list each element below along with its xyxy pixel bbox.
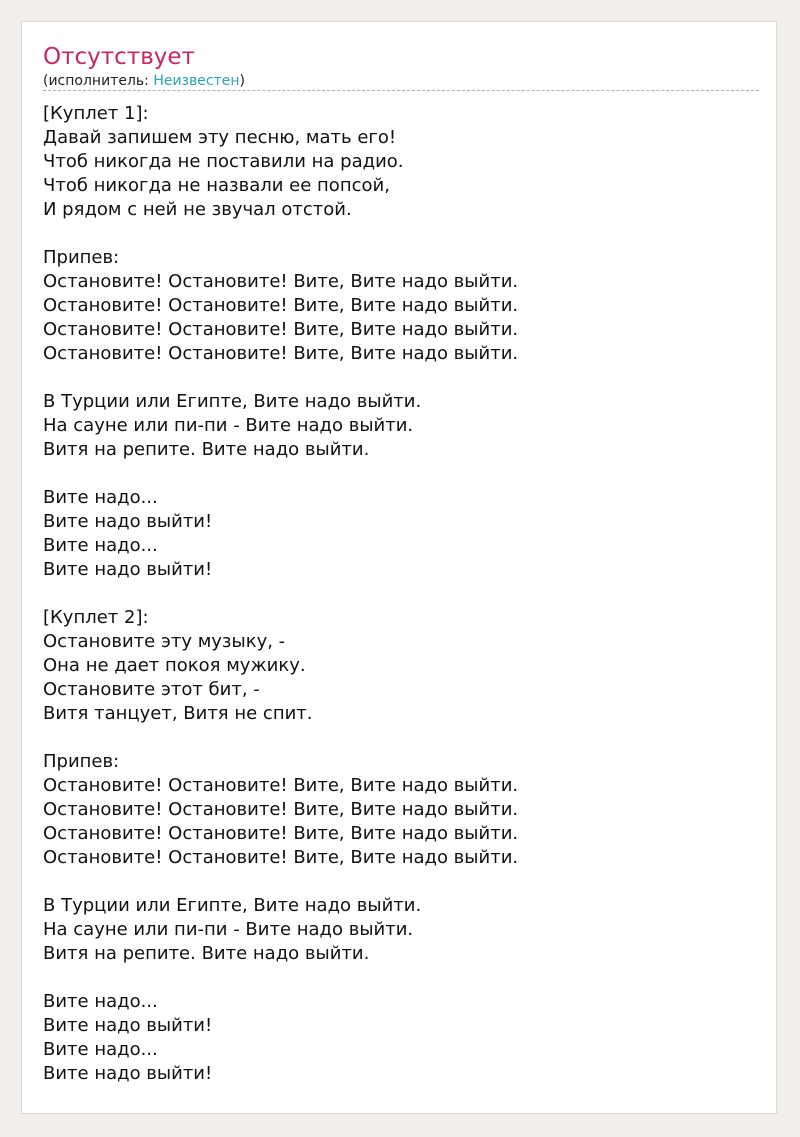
artist-line — [43, 71, 245, 91]
artist-suffix: ) — [239, 73, 245, 89]
lyric-line: Вите надо... — [43, 991, 158, 1012]
lyric-line: Вите надо... — [43, 535, 158, 556]
lyric-line: Остановите! Остановите! Вите, Вите надо выйти. — [43, 823, 519, 844]
lyric-line: На сауне или пи-пи - Вите надо выйти. — [43, 919, 414, 940]
song-header — [43, 42, 759, 91]
lyric-line: [Куплет 1]: — [43, 103, 149, 124]
lyric-line: Остановите этот бит, - — [43, 679, 260, 700]
lyric-line: Вите надо выйти! — [43, 1015, 213, 1036]
lyric-line: Припев: — [43, 751, 120, 772]
lyric-line: Витя танцует, Витя не спит. — [43, 703, 313, 724]
lyric-blank-line — [43, 726, 759, 750]
lyric-blank-line — [43, 462, 759, 486]
lyric-line: Витя на репите. Вите надо выйти. — [43, 439, 370, 460]
lyric-line: Остановите эту музыку, - — [43, 631, 286, 652]
lyric-blank-line — [43, 582, 759, 606]
lyric-blank-line — [43, 870, 759, 894]
lyric-line: В Турции или Египте, Вите надо выйти. — [43, 391, 422, 412]
artist-link[interactable]: Неизвестен — [153, 73, 240, 89]
lyric-line: Остановите! Остановите! Вите, Вите надо выйти. — [43, 775, 519, 796]
lyric-blank-line — [43, 222, 759, 246]
lyric-line: Чтоб никогда не поставили на радио. — [43, 151, 404, 172]
lyric-line: Припев: — [43, 247, 120, 268]
lyric-blank-line — [43, 366, 759, 390]
lyric-line: Остановите! Остановите! Вите, Вите надо выйти. — [43, 319, 519, 340]
lyric-line: Давай запишем эту песню, мать его! — [43, 127, 397, 148]
lyric-line: Остановите! Остановите! Вите, Вите надо выйти. — [43, 343, 519, 364]
lyric-line: Вите надо... — [43, 487, 158, 508]
lyric-line: Остановите! Остановите! Вите, Вите надо выйти. — [43, 271, 519, 292]
lyric-line: В Турции или Египте, Вите надо выйти. — [43, 895, 422, 916]
lyric-line: Вите надо выйти! — [43, 1063, 213, 1084]
song-title: Отсутствует — [43, 44, 195, 70]
lyrics-body — [43, 102, 759, 1086]
lyric-line: Остановите! Остановите! Вите, Вите надо выйти. — [43, 847, 519, 868]
lyric-line: Остановите! Остановите! Вите, Вите надо выйти. — [43, 799, 519, 820]
lyric-line: Вите надо выйти! — [43, 559, 213, 580]
lyrics-card — [21, 21, 777, 1114]
lyric-line: Она не дает покоя мужику. — [43, 655, 306, 676]
lyric-line: [Куплет 2]: — [43, 607, 149, 628]
lyric-blank-line — [43, 966, 759, 990]
artist-prefix: (исполнитель: — [43, 73, 154, 89]
lyric-line: Витя на репите. Вите надо выйти. — [43, 943, 370, 964]
lyric-line: На сауне или пи-пи - Вите надо выйти. — [43, 415, 414, 436]
lyric-line: Вите надо... — [43, 1039, 158, 1060]
lyric-line: Остановите! Остановите! Вите, Вите надо выйти. — [43, 295, 519, 316]
lyric-line: Чтоб никогда не назвали ее попсой, — [43, 175, 390, 196]
lyric-line: Вите надо выйти! — [43, 511, 213, 532]
lyric-line: И рядом с ней не звучал отстой. — [43, 199, 352, 220]
